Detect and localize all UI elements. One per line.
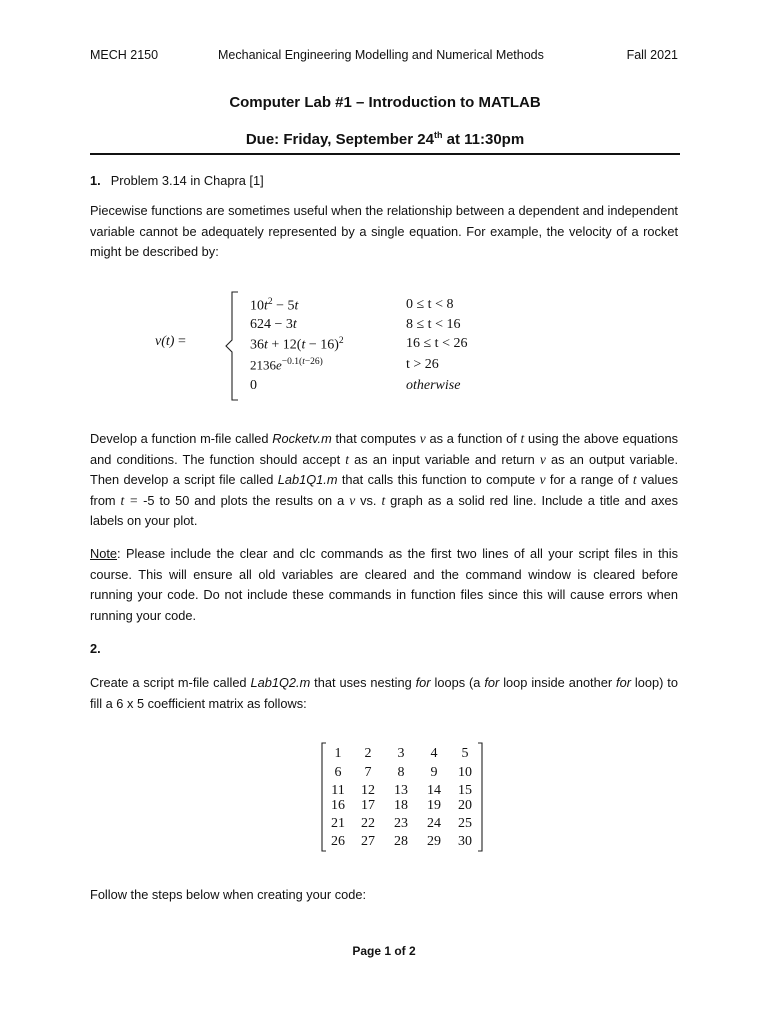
question-2-heading: 2. [90, 641, 101, 656]
keyword-for: for [415, 675, 431, 690]
text-run: as a function of [425, 431, 521, 446]
text-run: for a range of [545, 472, 633, 487]
case-condition: 8 ≤ t < 16 [406, 317, 461, 332]
note-text: : Please include the clear and clc commands as the first two lines of all your script files in this course. This will ensure all old variables are cleared and the command window is cleared before running your code. Do not include these commands in function files since this will cause errors when running your code. [90, 546, 678, 623]
case-condition: t > 26 [406, 357, 439, 372]
text-run: that computes [331, 431, 420, 446]
case-expression: 0 [250, 378, 257, 393]
matrix-cell: 11 [331, 783, 345, 798]
case-condition: otherwise [406, 378, 461, 393]
matrix-cell: 17 [361, 798, 375, 813]
text-run: values from [90, 472, 679, 508]
var-v: v [349, 492, 356, 508]
var-t: t [632, 472, 637, 487]
matrix-cell: 30 [458, 834, 472, 849]
matrix-cell: 23 [394, 816, 408, 831]
text-run: that calls this function to compute [337, 472, 540, 487]
matrix-cell: 25 [458, 816, 472, 831]
matrix-cell: 14 [427, 783, 441, 798]
t-equals: t = [120, 492, 139, 508]
due-ordinal: th [433, 130, 443, 140]
question-1-title: Problem 3.14 in Chapra [1] [110, 173, 264, 188]
matrix-cell: 12 [361, 783, 375, 798]
matrix-cell: 15 [458, 783, 472, 798]
intro-paragraph: Piecewise functions are sometimes useful when the relationship between a dependent and independent variable cannot be adequately represented by a single equation. For example, the velocity of a rocket might be described by: [90, 203, 678, 259]
text-run: vs. [355, 492, 382, 508]
matrix-cell: 13 [394, 783, 408, 798]
var-v: v [539, 472, 546, 487]
matrix-cell: 27 [361, 834, 375, 849]
lab1q1-filename: Lab1Q1.m [277, 472, 338, 487]
question-2-paragraph [90, 673, 678, 714]
text-run: using the above equations and conditions. The function should accept [90, 431, 678, 467]
text-run: as an input variable and return [349, 451, 540, 467]
lab-title: Computer Lab #1 – Introduction to MATLAB [229, 94, 541, 111]
matrix-cell: 7 [364, 765, 372, 780]
matrix-cell: 22 [361, 816, 375, 831]
text-run: Develop a function m-file called [90, 431, 273, 446]
page-number: Page 1 of 2 [352, 944, 416, 958]
develop-paragraph [90, 429, 678, 532]
matrix-cell: 20 [458, 798, 472, 813]
function-name: v(t) [155, 334, 175, 349]
rocket-filename: Rocketv.m [272, 431, 332, 446]
matrix-cell: 21 [331, 816, 345, 831]
text-run: loop inside another [499, 675, 617, 690]
header-course-code: MECH 2150 [90, 48, 159, 62]
piecewise-function-label [155, 334, 186, 350]
header-course-title: Mechanical Engineering Modelling and Numerical Methods [218, 48, 544, 62]
text-run: that uses nesting [310, 675, 416, 690]
question-1-number: 1. [90, 173, 101, 188]
matrix-cell: 4 [430, 746, 438, 761]
text-run: loops (a [430, 675, 485, 690]
matrix-cell: 26 [331, 834, 345, 849]
var-t: t [345, 451, 350, 467]
keyword-for: for [484, 675, 500, 690]
matrix-cell: 29 [427, 834, 441, 849]
follow-steps-paragraph: Follow the steps below when creating your code: [90, 887, 366, 902]
matrix-cell: 6 [334, 765, 342, 780]
matrix-cell: 24 [427, 816, 441, 831]
text-run: graph as a solid red line. Include a title and axes labels on your plot. [90, 492, 678, 528]
header-term: Fall 2021 [626, 48, 678, 62]
title-divider [90, 153, 680, 155]
due-suffix: at 11:30pm [442, 131, 525, 148]
question-1-heading [90, 171, 678, 192]
piecewise-brace [222, 290, 242, 402]
matrix-cell: 2 [364, 746, 372, 761]
equals-sign: = [174, 334, 186, 349]
matrix-cell: 10 [458, 765, 472, 780]
note-paragraph [90, 544, 678, 626]
var-v: v [539, 451, 546, 467]
matrix-cell: 16 [331, 798, 345, 813]
case-condition: 16 ≤ t < 26 [406, 336, 468, 351]
text-run: Create a script m-file called [90, 675, 251, 690]
matrix-cell: 1 [334, 746, 342, 761]
case-expression: $36t + 12(t - 16)^2$ [250, 336, 344, 353]
matrix-cell: 18 [394, 798, 408, 813]
keyword-for: for [616, 675, 631, 690]
case-condition: 0 ≤ t < 8 [406, 297, 454, 312]
note-label: Note [90, 546, 118, 561]
var-t: t [381, 492, 386, 508]
var-t: t [520, 431, 525, 446]
case-expression: $10t^2 - 5t$ [250, 297, 299, 314]
due-prefix: Due: Friday, September 24 [245, 131, 434, 148]
text-run: loop) to fill a 6 x 5 coefficient matrix as follows: [90, 675, 678, 711]
case-expression: $2136e^{-0.1(t-26)}$ [250, 357, 323, 373]
matrix-cell: 28 [394, 834, 408, 849]
matrix-cell: 19 [427, 798, 441, 813]
due-date [90, 130, 680, 148]
lab1q2-filename: Lab1Q2.m [250, 675, 311, 690]
matrix-cell: 3 [397, 746, 405, 761]
case-expression: 624 − 3t [250, 317, 297, 332]
matrix-cell: 9 [430, 765, 438, 780]
var-v: v [419, 431, 426, 446]
matrix-cell: 8 [397, 765, 405, 780]
text-run: as an output variable. Then develop a script file called [90, 451, 679, 487]
matrix-cell: 5 [461, 746, 469, 761]
text-run: -5 to 50 and plots the results on a [138, 492, 350, 508]
